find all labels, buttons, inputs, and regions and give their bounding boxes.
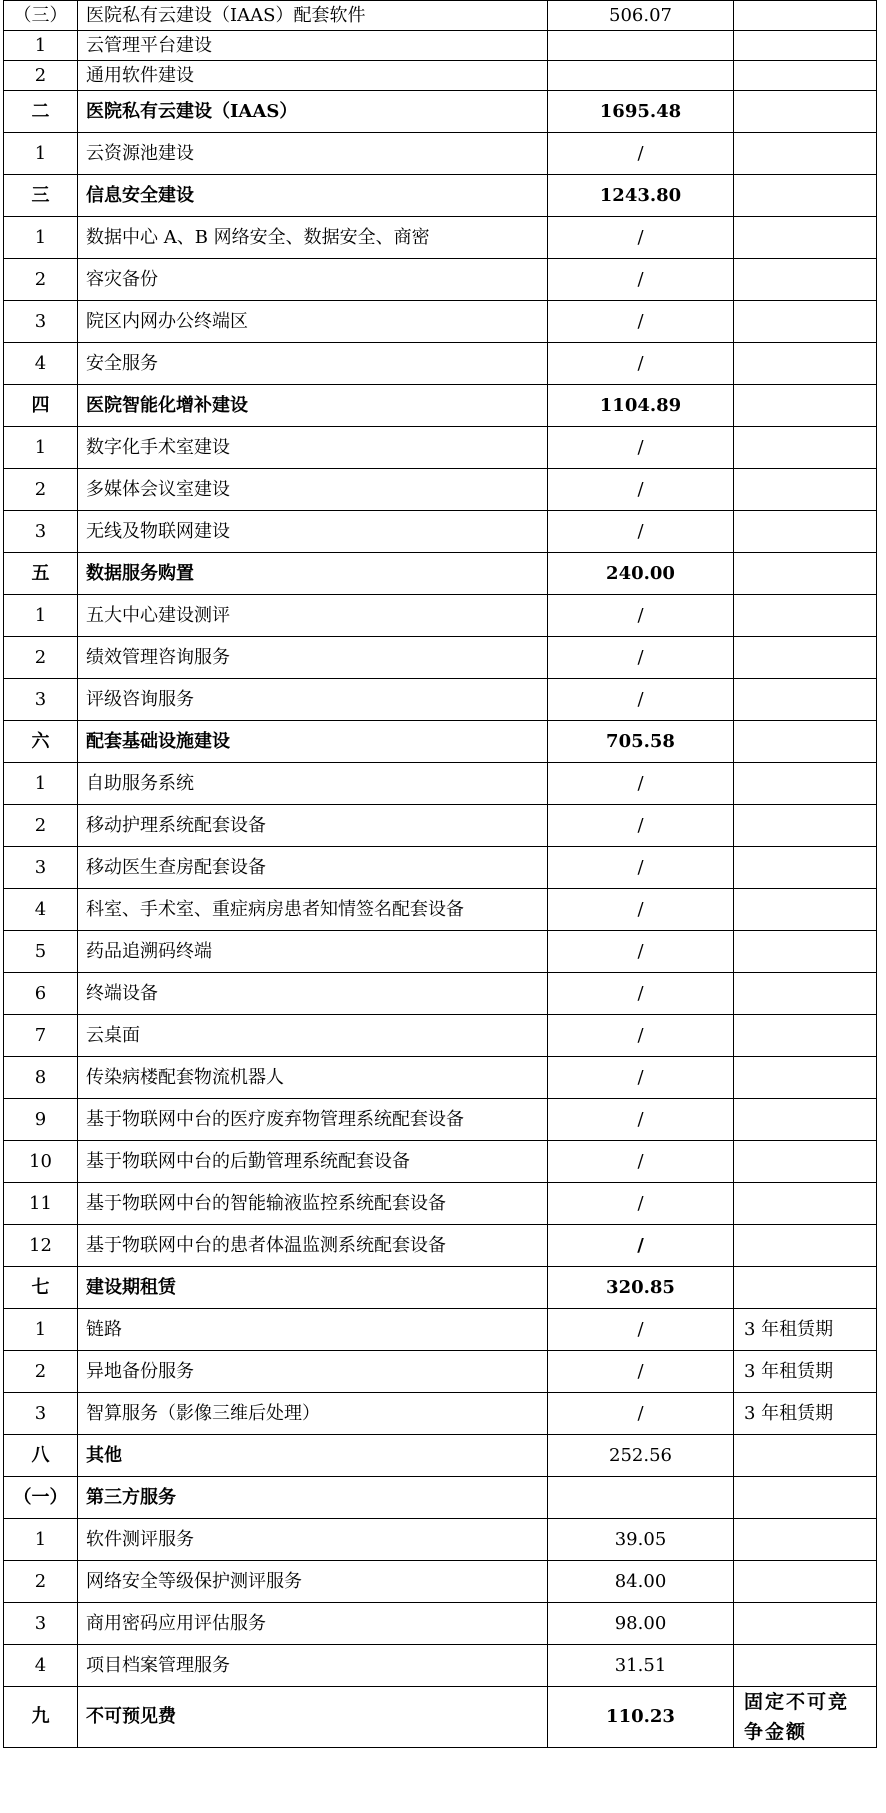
row-note (734, 175, 877, 217)
row-item-name: 移动护理系统配套设备 (78, 805, 548, 847)
row-number: 3 (4, 1393, 78, 1435)
row-amount (548, 31, 734, 61)
row-note: 3 年租赁期 (734, 1309, 877, 1351)
row-amount: 240.00 (548, 553, 734, 595)
row-item-name: 绩效管理咨询服务 (78, 637, 548, 679)
row-amount: / (548, 217, 734, 259)
table-row (4, 1183, 877, 1225)
row-number: 5 (4, 931, 78, 973)
row-note (734, 1141, 877, 1183)
row-number: 3 (4, 511, 78, 553)
table-row (4, 259, 877, 301)
row-amount: / (548, 847, 734, 889)
row-item-name: 网络安全等级保护测评服务 (78, 1561, 548, 1603)
table-row (4, 847, 877, 889)
row-note (734, 1267, 877, 1309)
row-note (734, 679, 877, 721)
row-number: 4 (4, 889, 78, 931)
row-amount: 1695.48 (548, 91, 734, 133)
row-number: 4 (4, 343, 78, 385)
row-number: 四 (4, 385, 78, 427)
table-row (4, 61, 877, 91)
row-number: 六 (4, 721, 78, 763)
row-note (734, 595, 877, 637)
row-amount: / (548, 259, 734, 301)
row-amount: / (548, 1225, 734, 1267)
table-row (4, 1477, 877, 1519)
row-item-name: 基于物联网中台的医疗废弃物管理系统配套设备 (78, 1099, 548, 1141)
table-row (4, 343, 877, 385)
row-number: 1 (4, 1519, 78, 1561)
row-note (734, 259, 877, 301)
row-note (734, 1519, 877, 1561)
row-item-name: 智算服务（影像三维后处理） (78, 1393, 548, 1435)
budget-table-body (4, 1, 877, 1748)
table-row (4, 1351, 877, 1393)
row-amount: / (548, 637, 734, 679)
row-amount: 39.05 (548, 1519, 734, 1561)
row-item-name: 云资源池建设 (78, 133, 548, 175)
row-item-name: 传染病楼配套物流机器人 (78, 1057, 548, 1099)
row-item-name: 自助服务系统 (78, 763, 548, 805)
row-number: 7 (4, 1015, 78, 1057)
row-item-name: 数据服务购置 (78, 553, 548, 595)
row-amount: 1243.80 (548, 175, 734, 217)
row-item-name: 数据中心 A、B 网络安全、数据安全、商密 (78, 217, 548, 259)
row-number: 二 (4, 91, 78, 133)
row-note (734, 343, 877, 385)
row-number: 3 (4, 301, 78, 343)
table-row (4, 91, 877, 133)
row-item-name: 基于物联网中台的智能输液监控系统配套设备 (78, 1183, 548, 1225)
row-number: （三） (4, 1, 78, 31)
row-item-name: 基于物联网中台的患者体温监测系统配套设备 (78, 1225, 548, 1267)
table-row (4, 1519, 877, 1561)
row-note (734, 721, 877, 763)
row-item-name: 项目档案管理服务 (78, 1645, 548, 1687)
table-row (4, 217, 877, 259)
row-number: 2 (4, 259, 78, 301)
row-item-name: 云桌面 (78, 1015, 548, 1057)
row-item-name: 医院私有云建设（IAAS）配套软件 (78, 1, 548, 31)
table-row (4, 1141, 877, 1183)
table-row (4, 1561, 877, 1603)
row-note (734, 553, 877, 595)
row-item-name: 移动医生查房配套设备 (78, 847, 548, 889)
row-item-name: 容灾备份 (78, 259, 548, 301)
row-amount: / (548, 679, 734, 721)
row-number: 1 (4, 217, 78, 259)
table-row (4, 1309, 877, 1351)
table-row (4, 721, 877, 763)
row-note (734, 1603, 877, 1645)
row-item-name: 第三方服务 (78, 1477, 548, 1519)
row-number: 1 (4, 1309, 78, 1351)
table-row (4, 679, 877, 721)
row-note: 固定不可竞争金额 (734, 1687, 877, 1748)
row-amount: / (548, 1099, 734, 1141)
row-note (734, 1645, 877, 1687)
row-amount: / (548, 469, 734, 511)
row-amount: 84.00 (548, 1561, 734, 1603)
row-number: 三 (4, 175, 78, 217)
row-note (734, 511, 877, 553)
row-item-name: 基于物联网中台的后勤管理系统配套设备 (78, 1141, 548, 1183)
row-amount: / (548, 427, 734, 469)
budget-table (3, 0, 877, 1748)
row-note (734, 1015, 877, 1057)
table-row (4, 805, 877, 847)
row-number: 九 (4, 1687, 78, 1748)
row-number: 1 (4, 595, 78, 637)
table-row (4, 1603, 877, 1645)
row-item-name: 评级咨询服务 (78, 679, 548, 721)
row-item-name: 异地备份服务 (78, 1351, 548, 1393)
row-note (734, 1057, 877, 1099)
row-note (734, 973, 877, 1015)
table-row (4, 1225, 877, 1267)
row-amount: / (548, 1183, 734, 1225)
row-number: 2 (4, 637, 78, 679)
row-number: 1 (4, 133, 78, 175)
row-note (734, 847, 877, 889)
row-note (734, 91, 877, 133)
table-row (4, 301, 877, 343)
row-note (734, 931, 877, 973)
row-number: 五 (4, 553, 78, 595)
row-item-name: 医院智能化增补建设 (78, 385, 548, 427)
row-number: （一） (4, 1477, 78, 1519)
row-number: 2 (4, 1561, 78, 1603)
table-row (4, 1687, 877, 1748)
row-item-name: 云管理平台建设 (78, 31, 548, 61)
row-number: 2 (4, 805, 78, 847)
row-amount: / (548, 763, 734, 805)
row-item-name: 商用密码应用评估服务 (78, 1603, 548, 1645)
row-amount: / (548, 973, 734, 1015)
row-note (734, 427, 877, 469)
row-amount: / (548, 343, 734, 385)
table-row (4, 1015, 877, 1057)
table-row (4, 175, 877, 217)
table-row (4, 931, 877, 973)
table-row (4, 1393, 877, 1435)
row-item-name: 软件测评服务 (78, 1519, 548, 1561)
row-number: 1 (4, 427, 78, 469)
table-row (4, 1099, 877, 1141)
row-item-name: 科室、手术室、重症病房患者知情签名配套设备 (78, 889, 548, 931)
row-number: 1 (4, 763, 78, 805)
table-row (4, 427, 877, 469)
row-amount: / (548, 889, 734, 931)
row-number: 4 (4, 1645, 78, 1687)
row-note: 3 年租赁期 (734, 1393, 877, 1435)
table-row (4, 133, 877, 175)
row-item-name: 通用软件建设 (78, 61, 548, 91)
row-note (734, 469, 877, 511)
row-number: 2 (4, 469, 78, 511)
row-amount: / (548, 1057, 734, 1099)
row-note (734, 889, 877, 931)
row-amount: / (548, 511, 734, 553)
row-item-name: 无线及物联网建设 (78, 511, 548, 553)
row-item-name: 五大中心建设测评 (78, 595, 548, 637)
table-row (4, 763, 877, 805)
row-note (734, 1, 877, 31)
row-note (734, 1477, 877, 1519)
table-row (4, 973, 877, 1015)
row-amount (548, 1477, 734, 1519)
row-amount: 31.51 (548, 1645, 734, 1687)
row-number: 8 (4, 1057, 78, 1099)
row-item-name: 配套基础设施建设 (78, 721, 548, 763)
table-row (4, 1645, 877, 1687)
row-item-name: 数字化手术室建设 (78, 427, 548, 469)
table-row (4, 595, 877, 637)
row-amount: / (548, 1015, 734, 1057)
row-note (734, 1435, 877, 1477)
table-row (4, 889, 877, 931)
table-row (4, 385, 877, 427)
table-row (4, 1, 877, 31)
row-number: 3 (4, 679, 78, 721)
row-item-name: 安全服务 (78, 343, 548, 385)
row-item-name: 其他 (78, 1435, 548, 1477)
table-row (4, 469, 877, 511)
row-amount: 252.56 (548, 1435, 734, 1477)
row-amount: / (548, 133, 734, 175)
row-amount: / (548, 1393, 734, 1435)
table-row (4, 1267, 877, 1309)
table-row (4, 637, 877, 679)
row-amount (548, 61, 734, 91)
row-amount: 1104.89 (548, 385, 734, 427)
row-amount: / (548, 301, 734, 343)
row-note (734, 217, 877, 259)
row-note (734, 31, 877, 61)
row-note (734, 61, 877, 91)
row-amount: 110.23 (548, 1687, 734, 1748)
table-row (4, 553, 877, 595)
row-number: 2 (4, 61, 78, 91)
row-number: 1 (4, 31, 78, 61)
row-note (734, 763, 877, 805)
row-amount: / (548, 1141, 734, 1183)
row-item-name: 信息安全建设 (78, 175, 548, 217)
row-number: 八 (4, 1435, 78, 1477)
row-note (734, 301, 877, 343)
table-row (4, 31, 877, 61)
row-note (734, 1099, 877, 1141)
row-amount: 705.58 (548, 721, 734, 763)
row-note (734, 1561, 877, 1603)
row-note (734, 1183, 877, 1225)
row-number: 2 (4, 1351, 78, 1393)
row-item-name: 终端设备 (78, 973, 548, 1015)
row-number: 6 (4, 973, 78, 1015)
row-item-name: 医院私有云建设（IAAS） (78, 91, 548, 133)
table-row (4, 511, 877, 553)
row-item-name: 不可预见费 (78, 1687, 548, 1748)
row-item-name: 建设期租赁 (78, 1267, 548, 1309)
row-note (734, 805, 877, 847)
row-item-name: 多媒体会议室建设 (78, 469, 548, 511)
row-amount: 320.85 (548, 1267, 734, 1309)
row-number: 七 (4, 1267, 78, 1309)
row-amount: / (548, 1309, 734, 1351)
table-row (4, 1057, 877, 1099)
row-note (734, 1225, 877, 1267)
row-item-name: 链路 (78, 1309, 548, 1351)
row-number: 9 (4, 1099, 78, 1141)
row-amount: / (548, 931, 734, 973)
row-note: 3 年租赁期 (734, 1351, 877, 1393)
table-row (4, 1435, 877, 1477)
row-note (734, 637, 877, 679)
row-number: 11 (4, 1183, 78, 1225)
row-note (734, 385, 877, 427)
row-number: 3 (4, 1603, 78, 1645)
row-number: 3 (4, 847, 78, 889)
row-amount: / (548, 595, 734, 637)
row-amount: 506.07 (548, 1, 734, 31)
row-item-name: 药品追溯码终端 (78, 931, 548, 973)
row-note (734, 133, 877, 175)
row-amount: / (548, 805, 734, 847)
row-number: 10 (4, 1141, 78, 1183)
row-number: 12 (4, 1225, 78, 1267)
row-item-name: 院区内网办公终端区 (78, 301, 548, 343)
row-amount: 98.00 (548, 1603, 734, 1645)
row-amount: / (548, 1351, 734, 1393)
